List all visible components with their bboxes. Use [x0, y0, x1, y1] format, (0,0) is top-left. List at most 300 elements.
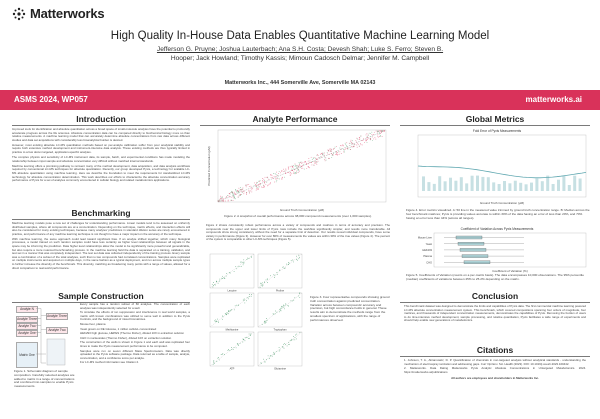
scatter-point	[288, 167, 289, 168]
scatter-point	[290, 166, 291, 167]
error-bar	[422, 176, 425, 191]
scatter-point	[288, 264, 289, 265]
scatter-point	[257, 187, 258, 188]
scatter-point	[233, 195, 234, 196]
scatter-point	[298, 166, 299, 167]
scatter-point	[299, 165, 300, 166]
scatter-point	[276, 179, 277, 180]
scatter-point	[324, 159, 325, 160]
scatter-point	[331, 153, 332, 154]
scatter-point	[270, 182, 271, 183]
scatter-point	[233, 349, 234, 350]
scatter-point	[293, 168, 294, 169]
scatter-point	[268, 185, 269, 186]
scatter-point	[214, 284, 215, 285]
scatter-point	[223, 316, 224, 317]
scatter-point	[357, 139, 358, 140]
scatter-point	[230, 273, 231, 274]
error-bar	[438, 176, 441, 191]
scatter-point	[318, 157, 319, 158]
scatter-point	[279, 171, 280, 172]
scatter-point	[244, 191, 245, 192]
error-bar	[433, 184, 436, 191]
scatter-point	[274, 354, 275, 355]
scatter-point	[264, 182, 265, 183]
citation-1: 1. Johnson, T. A., Abramowitz, D. P. Quantification of chemicals in non-targeted analysis without analytical standards - understanding the mechanism of electrospray ionization and addressing gaps. Curr Opi Env. Sci. Health (2023). DOI: 10.1016/j.coesh.2023.100442.	[404, 358, 586, 366]
scatter-point	[296, 167, 297, 168]
error-bar	[492, 182, 495, 191]
scatter-point	[351, 140, 352, 141]
scatter-point	[285, 169, 286, 170]
scatter-point	[382, 136, 383, 137]
scatter-point	[271, 175, 272, 176]
scatter-point	[246, 337, 247, 338]
scatter-point	[285, 303, 286, 304]
scatter-point	[243, 193, 244, 194]
error-bar	[573, 176, 576, 191]
analyte-box: Analyte Three	[17, 317, 37, 321]
scatter-point	[274, 277, 275, 278]
scatter-point	[306, 163, 307, 164]
scatter-point	[249, 192, 250, 193]
scatter-point	[308, 163, 309, 164]
panel-label: Leucine	[227, 289, 237, 293]
scatter-point	[232, 192, 233, 193]
scatter-point	[356, 138, 357, 139]
scatter-point	[217, 319, 218, 320]
scatter-point	[276, 180, 277, 181]
scatter-point	[332, 155, 333, 156]
scatter-point	[221, 354, 222, 355]
scatter-point	[244, 300, 245, 301]
scatter-point	[291, 169, 292, 170]
scatter-point	[248, 184, 249, 185]
scatter-point	[306, 168, 307, 169]
scatter-point	[379, 131, 380, 132]
scatter-point	[277, 175, 278, 176]
figure-4-caption: Figure 4. Error metrics visualized. A: 50 line in the measured value trimmed by ground truth concentration range. B: Median across the four benchmark matrices; Pyxis is providing values accurate to within 30% of the data having an error of less than 20%, and 70% having an error less than 44% (across all ranges).	[406, 208, 590, 220]
scatter-point	[283, 344, 284, 345]
scatter-point	[344, 152, 345, 153]
scatter-point	[269, 358, 270, 359]
scatter-point	[302, 166, 303, 167]
scatter-point	[276, 312, 277, 313]
scatter-point	[298, 172, 299, 173]
scatter-point	[290, 175, 291, 176]
scatter-point	[291, 260, 292, 261]
benchmarking-paragraph-2: With machine learning, the same approach could lead toward significant bias. If an analyte shifted together, which many biological processes, a model trained on such random samples could have less certainty as higher level relationships between all signals in the space may be informing the prediction. Data higher level relationships allow the model to be significantly more powerful and generalizable, but also require a more nuanced benchmarking process. In the machine learning field the data is separated on a training, validation, and test set in a manner that was completely independent. The test set data was collected independently of the training process. Every sample was a combination of a subset of the total analytes, such that no two compounds had correlated concentrations. Samples were replicated on multiple instruments and acquired on multiple days, in the same fashion as a typical deployment, and run across multiple sample types to further increase the diversity of the benchmark. This diversity, matching as broadening many points with a range of values, allowed for a direct comparison to real-world performance.	[12, 236, 190, 270]
conclusion-section	[400, 291, 590, 323]
scatter-point	[344, 149, 345, 150]
author-list	[60, 46, 540, 63]
scatter-point	[300, 167, 301, 168]
scatter-point	[299, 163, 300, 164]
scatter-point	[239, 195, 240, 196]
scatter-point	[256, 185, 257, 186]
scatter-point	[283, 305, 284, 306]
scatter-point	[235, 194, 236, 195]
scatter-point	[359, 137, 360, 138]
scatter-point	[329, 154, 330, 155]
scatter-point	[273, 173, 274, 174]
scatter-point	[240, 195, 241, 196]
matrix-label: CHO	[426, 261, 432, 265]
error-bar	[519, 183, 522, 191]
scatter-point	[229, 350, 230, 351]
scatter-point	[281, 170, 282, 171]
scatter-point	[249, 338, 250, 339]
error-bar	[535, 179, 538, 192]
scatter-point	[224, 354, 225, 355]
scatter-point	[330, 151, 331, 152]
error-bar	[476, 176, 479, 191]
scatter-point	[236, 305, 237, 306]
scatter-point	[290, 340, 291, 341]
scatter-point	[339, 148, 340, 149]
scatter-point	[316, 164, 317, 165]
scatter-point	[259, 184, 260, 185]
scatter-point	[318, 155, 319, 156]
scatter-point	[279, 178, 280, 179]
scatter-point	[263, 179, 264, 180]
scatter-point	[243, 263, 244, 264]
scatter-point	[379, 133, 380, 134]
scatter-point	[350, 149, 351, 150]
scatter-point	[298, 255, 299, 256]
scatter-point	[238, 305, 239, 306]
scatter-point	[353, 146, 354, 147]
scatter-point	[228, 313, 229, 314]
scatter-point	[260, 362, 261, 363]
scatter-point	[346, 145, 347, 146]
scatter-point	[364, 142, 365, 143]
cv-box	[464, 261, 490, 264]
authors-line-2: Hooper; Jack Howland; Timothy Kassis; Mimoun Cadosch Delmar; Jennifer M. Campbell	[170, 54, 430, 62]
scatter-point	[333, 153, 334, 154]
panel-label: Methionine	[225, 328, 239, 332]
scatter-point	[284, 171, 285, 172]
scatter-point	[299, 332, 300, 333]
scatter-point	[266, 182, 267, 183]
error-bar	[471, 176, 474, 191]
cv-box	[460, 248, 486, 251]
scatter-point	[380, 135, 381, 136]
scatter-point	[365, 140, 366, 141]
scatter-point	[244, 299, 245, 300]
scatter-point	[295, 164, 296, 165]
scatter-point	[266, 321, 267, 322]
scatter-point	[223, 201, 224, 202]
scatter-point	[288, 342, 289, 343]
scatter-point	[299, 171, 300, 172]
scatter-point	[315, 163, 316, 164]
scatter-point	[234, 347, 235, 348]
scatter-point	[249, 334, 250, 335]
scatter-point	[228, 195, 229, 196]
analyte-box: Analyte Two	[16, 323, 38, 330]
scatter-point	[367, 139, 368, 140]
scatter-point	[234, 196, 235, 197]
benchmarking-heading: Benchmarking	[71, 208, 131, 218]
scatter-point	[222, 197, 223, 198]
matrix-label: Mouse Liver	[417, 236, 432, 240]
scatter-point	[297, 166, 298, 167]
plot-frame	[418, 135, 586, 197]
scatter-point	[234, 192, 235, 193]
citations-section	[400, 345, 590, 381]
scatter-point	[270, 175, 271, 176]
scatter-point	[272, 356, 273, 357]
scatter-point	[275, 173, 276, 174]
scatter-point	[360, 144, 361, 145]
scatter-point	[312, 159, 313, 160]
scatter-point	[334, 148, 335, 149]
scatter-point	[270, 355, 271, 356]
scatter-point	[354, 144, 355, 145]
scatter-point	[218, 283, 219, 284]
scatter-point	[352, 140, 353, 141]
scatter-point	[227, 312, 228, 313]
scatter-point	[362, 140, 363, 141]
scatter-point	[277, 175, 278, 176]
scatter-point	[251, 294, 252, 295]
scatter-point	[240, 343, 241, 344]
scatter-point	[269, 184, 270, 185]
scatter-point	[216, 361, 217, 362]
scatter-point	[252, 188, 253, 189]
scatter-point	[380, 133, 381, 134]
scatter-point	[274, 176, 275, 177]
matrix-label: HEK293	[422, 249, 432, 252]
scatter-point	[258, 189, 259, 190]
scatter-point	[285, 344, 286, 345]
scatter-point	[247, 184, 248, 185]
scatter-point	[341, 153, 342, 154]
scatter-point	[249, 294, 250, 295]
scatter-point	[301, 168, 302, 169]
scatter-point	[221, 201, 222, 202]
scatter-point	[288, 344, 289, 345]
scatter-point	[228, 310, 229, 311]
scatter-point	[237, 343, 238, 344]
scatter-point	[347, 148, 348, 149]
scatter-point	[345, 143, 346, 144]
scatter-point	[226, 197, 227, 198]
error-bar	[530, 183, 533, 191]
scatter-point	[315, 158, 316, 159]
scatter-point	[325, 157, 326, 158]
scatter-point	[370, 133, 371, 134]
scatter-point	[296, 338, 297, 339]
scatter-point	[298, 169, 299, 170]
scatter-point	[276, 272, 277, 273]
figure-3-panel-grid	[206, 252, 306, 372]
citations-heading: Citations	[476, 345, 514, 355]
scatter-point	[261, 285, 262, 286]
scatter-point	[284, 343, 285, 344]
scatter-point	[356, 145, 357, 146]
scatter-point	[273, 178, 274, 179]
scatter-point	[327, 152, 328, 153]
analyte-performance-heading: Analyte Performance	[252, 114, 338, 124]
scatter-point	[240, 194, 241, 195]
scatter-point	[250, 186, 251, 187]
scatter-point	[296, 166, 297, 167]
scatter-point	[346, 146, 347, 147]
scatter-point	[371, 134, 372, 135]
scatter-point	[289, 263, 290, 264]
scatter-point	[309, 160, 310, 161]
scatter-point	[347, 149, 348, 150]
scatter-point	[281, 310, 282, 311]
sample-construction-heading: Sample Construction	[58, 291, 144, 301]
scatter-point	[258, 185, 259, 186]
scatter-point	[226, 273, 227, 274]
scatter-point	[292, 166, 293, 167]
scatter-point	[377, 132, 378, 133]
scatter-point	[231, 192, 232, 193]
scatter-point	[321, 157, 322, 158]
analyte-box: Analyte N	[16, 306, 38, 313]
scatter-point	[283, 169, 284, 170]
scatter-point	[250, 190, 251, 191]
scatter-point	[320, 154, 321, 155]
scatter-point	[238, 344, 239, 345]
scatter-point	[242, 342, 243, 343]
scatter-point	[249, 186, 250, 187]
bullet-item: Samples were run on seven different Mass Spectrometers. Data was directly uploaded to the Pyxis software package. Data returned as a table of sample, analyte, concentration, and a confidence score per analyte.	[80, 348, 190, 360]
error-bar	[481, 177, 484, 191]
scatter-point	[256, 182, 257, 183]
scatter-point	[312, 161, 313, 162]
scatter-point	[248, 338, 249, 339]
scatter-point	[213, 361, 214, 362]
scatter-point	[247, 258, 248, 259]
figure-2-description: Figure 2 shows consistently robust performance across a variety of compounds and matrices in terms of accuracy and precision. The compounds near the upper and lower limits of Pyxis rows include the workflow significantly simpler, and results more transferable. All compounds show strong consistency without the need for a separate limit of detection. Our results reveal individual compounds, have some variety in performance (Figure 3). However for over 80% of measurements the values are within 30% of the true values (Figure 4). The percent of the system is comparable to other LC-MS techniques (Figure 5).	[206, 223, 390, 242]
scatter-point	[292, 170, 293, 171]
scatter-point	[299, 162, 300, 163]
scatter-point	[367, 136, 368, 137]
scatter-point	[246, 259, 247, 260]
scatter-point	[284, 177, 285, 178]
scatter-point	[347, 147, 348, 148]
scatter-point	[274, 275, 275, 276]
scatter-point	[243, 259, 244, 260]
scatter-point	[291, 339, 292, 340]
scatter-point	[215, 319, 216, 320]
scatter-point	[249, 296, 250, 297]
intro-paragraph-1: Improved tools for identification and absolute quantitation across a broad space of small-molecule analytes have the potential to profoundly accelerate progress across the life sciences. Absolute concentration data can be compared directly to biochemical biology more so than relative measurements. A machine learning model that can accurately determine absolute concentrations from raw data across different studies and data set acquisitions with considerably less bioanalytical burden is desired.	[12, 127, 190, 142]
scatter-point	[284, 308, 285, 309]
scatter-point	[367, 137, 368, 138]
scatter-point	[219, 201, 220, 202]
scatter-point	[376, 131, 377, 132]
scatter-point	[313, 158, 314, 159]
scatter-point	[284, 268, 285, 269]
scatter-point	[369, 133, 370, 134]
scatter-point	[302, 168, 303, 169]
scatter-point	[276, 181, 277, 182]
scatter-point	[295, 337, 296, 338]
scatter-point	[293, 173, 294, 174]
scatter-point	[304, 162, 305, 163]
scatter-point	[377, 131, 378, 132]
scatter-point	[293, 339, 294, 340]
scatter-point	[218, 357, 219, 358]
conference-tag: ASMS 2024, WP057	[14, 95, 88, 104]
scatter-point	[266, 279, 267, 280]
scatter-point	[257, 182, 258, 183]
scatter-point	[261, 187, 262, 188]
error-bar	[449, 178, 452, 191]
scatter-point	[246, 193, 247, 194]
introduction-heading: Introduction	[76, 114, 126, 124]
figure-4-error-plot	[404, 128, 590, 208]
scatter-point	[229, 196, 230, 197]
error-bar	[498, 184, 501, 191]
scatter-point	[339, 154, 340, 155]
scatter-point	[241, 189, 242, 190]
figure-1-caption: Figure 1. Schematic diagram of sample composition. Carefully selected analytes are added to matrix in a range of concentrations and combined into samples to enable Pyxis measurements.	[14, 369, 75, 389]
scatter-point	[293, 171, 294, 172]
scatter-point	[249, 258, 250, 259]
panel-label: ATP	[229, 367, 235, 371]
scatter-point	[256, 183, 257, 184]
scatter-point	[243, 339, 244, 340]
scatter-point	[331, 149, 332, 150]
analyte-box: Analyte Three	[47, 314, 67, 318]
bullet-item: CHO in nucleosides (Thermo Fisher), diluted 10X on extraction solution	[80, 335, 172, 340]
scatter-point	[263, 359, 264, 360]
scatter-point	[316, 161, 317, 162]
scatter-point	[246, 300, 247, 301]
scatter-point	[262, 286, 263, 287]
scatter-point	[273, 352, 274, 353]
bullet-item: Every sample has a random subset of 60 analytes. The concentration of each analytes was independently selected for a well.	[80, 302, 190, 310]
scatter-point	[275, 311, 276, 312]
bullet-item: The construction of the wells is shown in Figure 1 and each well was replicated four times to make the Pyxis measurement performance to be computed.	[80, 340, 190, 348]
affiliation: Matterworks Inc., 444 Somerville Ave, Somerville MA 02143	[224, 80, 376, 86]
scatter-point	[230, 310, 231, 311]
scatter-point	[293, 165, 294, 166]
scatter-point	[345, 144, 346, 145]
scatter-point	[240, 189, 241, 190]
scatter-point	[308, 166, 309, 167]
scatter-point	[240, 187, 241, 188]
scatter-point	[278, 173, 279, 174]
scatter-point	[361, 140, 362, 141]
scatter-point	[231, 197, 232, 198]
scatter-point	[230, 194, 231, 195]
scatter-point	[274, 353, 275, 354]
scatter-point	[338, 151, 339, 152]
bullet-item: For LC-MS method information see Citation 2.	[80, 360, 139, 365]
analyte-box: Analyte Two	[46, 327, 68, 334]
figure-2-caption: Figure 2. A snapshot of overall performance across 38,000 compound measurements (over 1,000 samples).	[224, 214, 372, 218]
scatter-point	[286, 170, 287, 171]
scatter-point	[265, 184, 266, 185]
scatter-point	[298, 258, 299, 259]
scatter-point	[317, 162, 318, 163]
scatter-point	[314, 161, 315, 162]
disclosure-footer: All authors are employees and shareholders in Matterworks Inc.	[451, 376, 539, 381]
presenting-author-line: Jefferson G. Pruyne; Joshua Lauterbach; Ana S.H. Costa; Devesh Shah; Luke S. Ferro; Steven B.	[156, 46, 444, 53]
website-link[interactable]: matterworks.ai	[525, 95, 582, 104]
scatter-point	[293, 300, 294, 301]
fig2-y-label: Predicted Concentration (µM)	[207, 146, 211, 186]
panel-label: Tryptophan	[273, 328, 287, 332]
poster-title: High Quality In-House Data Enables Quantitative Machine Learning Model	[110, 30, 490, 42]
